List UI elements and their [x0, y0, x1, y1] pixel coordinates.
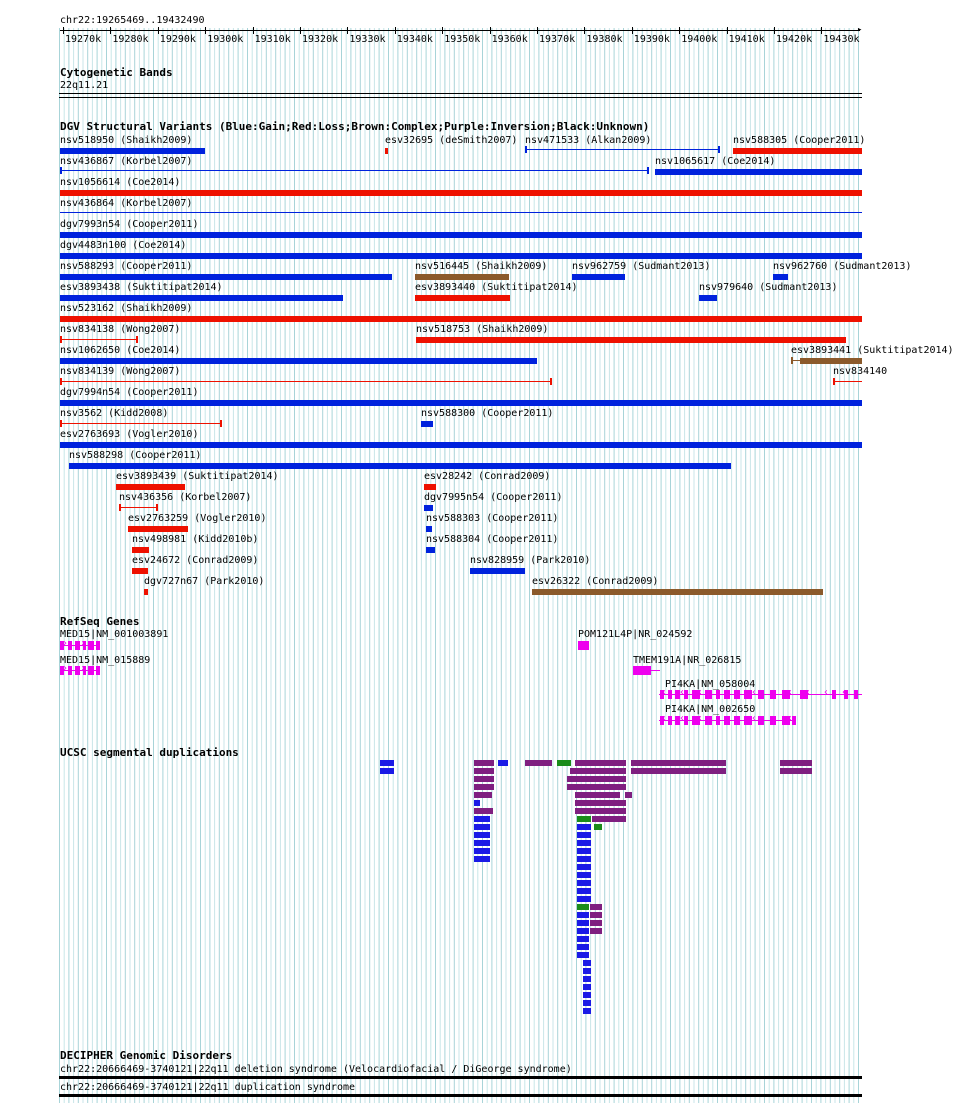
- segdup-block[interactable]: [590, 920, 602, 926]
- dgv-variant-bar[interactable]: [60, 316, 862, 322]
- dgv-variant-bar[interactable]: [470, 568, 525, 574]
- segdup-block[interactable]: [575, 800, 626, 806]
- segdup-block[interactable]: [575, 792, 620, 798]
- segdup-block[interactable]: [590, 928, 602, 934]
- decipher-track-title[interactable]: DECIPHER Genomic Disorders: [60, 1049, 233, 1062]
- dgv-variant-label: dgv7994n54 (Cooper2011): [60, 387, 199, 398]
- dgv-variant-line[interactable]: [833, 381, 862, 382]
- dgv-variant-bar[interactable]: [60, 190, 862, 196]
- dgv-variant-label: nsv588305 (Cooper2011): [733, 135, 866, 146]
- segdup-block[interactable]: [575, 808, 626, 814]
- refseq-track-title[interactable]: RefSeq Genes: [60, 615, 140, 628]
- segdup-block[interactable]: [474, 832, 490, 838]
- segdup-block[interactable]: [577, 832, 591, 838]
- dgv-variant-label: esv24672 (Conrad2009): [132, 555, 259, 566]
- dgv-variant-label: nsv436867 (Korbel2007): [60, 156, 193, 167]
- strand-arrow-icon: ‹: [769, 713, 776, 724]
- segdup-block[interactable]: [577, 840, 591, 846]
- dgv-variant-bar[interactable]: [426, 547, 435, 553]
- strand-arrow-icon: ‹: [823, 687, 830, 698]
- segdup-block[interactable]: [594, 824, 602, 830]
- segdup-block[interactable]: [474, 776, 494, 782]
- dgv-variant-bar[interactable]: [421, 421, 433, 427]
- refseq-gene-exon[interactable]: [668, 716, 672, 725]
- dgv-variant-endcap[interactable]: [550, 378, 552, 385]
- dgv-variant-endcap[interactable]: [136, 336, 138, 343]
- dgv-variant-label: nsv834139 (Wong2007): [60, 366, 181, 377]
- ruler-arrow-right-icon: ▸: [857, 25, 863, 35]
- segdup-block[interactable]: [474, 784, 494, 790]
- dgv-variant-label: esv3893438 (Suktitipat2014): [60, 282, 223, 293]
- dgv-variant-bar[interactable]: [424, 505, 433, 511]
- segdup-block[interactable]: [577, 896, 591, 902]
- dgv-variant-label: nsv588298 (Cooper2011): [69, 450, 202, 461]
- segdup-block[interactable]: [577, 864, 591, 870]
- dgv-variant-bar[interactable]: [144, 589, 148, 595]
- dgv-variant-label: nsv588304 (Cooper2011): [426, 534, 559, 545]
- segdup-block[interactable]: [780, 760, 812, 766]
- refseq-gene-exon[interactable]: [705, 690, 712, 699]
- locus-label: chr22:19265469..19432490: [60, 15, 205, 26]
- refseq-gene-exon[interactable]: [96, 641, 100, 650]
- strand-arrow-icon: ‹: [733, 713, 740, 724]
- segdup-block[interactable]: [474, 840, 490, 846]
- dgv-variant-label: nsv518753 (Shaikh2009): [416, 324, 549, 335]
- refseq-gene-label: PI4KA|NM_058004: [665, 679, 756, 690]
- dgv-variant-label: esv2763693 (Vogler2010): [60, 429, 199, 440]
- dgv-variant-label: nsv523162 (Shaikh2009): [60, 303, 193, 314]
- dgv-variant-bar[interactable]: [60, 253, 862, 259]
- strand-arrow-icon: ‹: [841, 687, 848, 698]
- ruler-tick-label: 19350k: [444, 34, 481, 45]
- dgv-variant-endcap[interactable]: [647, 167, 649, 174]
- ruler-tick-label: 19290k: [159, 34, 196, 45]
- refseq-gene-exon[interactable]: [854, 690, 858, 699]
- ruler-tick-label: 19340k: [396, 34, 433, 45]
- segdup-block[interactable]: [474, 848, 490, 854]
- dgv-variant-bar[interactable]: [60, 274, 392, 280]
- strand-arrow-icon: ›: [80, 638, 87, 649]
- ruler-tick-label: 19320k: [302, 34, 339, 45]
- strand-arrow-icon: ›: [62, 663, 69, 674]
- refseq-gene-exon[interactable]: [724, 716, 730, 725]
- ruler-tick-label: 19400k: [681, 34, 718, 45]
- dgv-variant-bar[interactable]: [699, 295, 717, 301]
- dgv-variant-label: nsv3562 (Kidd2008): [60, 408, 169, 419]
- refseq-gene-label: PI4KA|NM_002650: [665, 704, 756, 715]
- dgv-variant-line[interactable]: [60, 212, 862, 213]
- dgv-variant-label: nsv588303 (Cooper2011): [426, 513, 559, 524]
- dgv-variant-label: dgv727n67 (Park2010): [144, 576, 265, 587]
- dgv-variant-label: nsv498981 (Kidd2010b): [132, 534, 259, 545]
- segdup-block[interactable]: [577, 848, 591, 854]
- dgv-variant-line[interactable]: [60, 170, 648, 171]
- dgv-variant-endcap[interactable]: [156, 504, 158, 511]
- dgv-variant-bar[interactable]: [60, 400, 862, 406]
- refseq-gene-exon[interactable]: [68, 641, 72, 650]
- segdup-block[interactable]: [780, 768, 812, 774]
- segdup-block[interactable]: [577, 880, 591, 886]
- dgv-variant-endcap[interactable]: [718, 146, 720, 153]
- strand-arrow-icon: ‹: [769, 687, 776, 698]
- segdup-block[interactable]: [577, 824, 591, 830]
- dgv-variant-label: nsv979640 (Sudmant2013): [699, 282, 838, 293]
- dgv-variant-bar[interactable]: [60, 295, 343, 301]
- dgv-variant-label: nsv1056614 (Coe2014): [60, 177, 181, 188]
- segdup-block[interactable]: [577, 904, 589, 910]
- dgv-variant-bar[interactable]: [426, 526, 432, 532]
- refseq-gene-exon[interactable]: [705, 716, 712, 725]
- refseq-gene-exon[interactable]: [668, 690, 672, 699]
- ruler-tick-label: 19360k: [491, 34, 528, 45]
- cytoband-label: 22q11.21: [60, 80, 109, 91]
- dgv-variant-bar[interactable]: [416, 337, 846, 343]
- dgv-variant-label: dgv7995n54 (Cooper2011): [424, 492, 563, 503]
- refseq-gene-label: MED15|NM_015889: [60, 655, 151, 666]
- refseq-gene-exon[interactable]: [724, 690, 730, 699]
- dgv-variant-label: nsv436864 (Korbel2007): [60, 198, 193, 209]
- segdup-block[interactable]: [583, 976, 591, 982]
- segdup-block[interactable]: [577, 816, 591, 822]
- dgv-variant-bar[interactable]: [415, 274, 509, 280]
- strand-arrow-icon: ‹: [697, 713, 704, 724]
- segdup-block[interactable]: [590, 904, 602, 910]
- dgv-variant-label: esv28242 (Conrad2009): [424, 471, 551, 482]
- segdup-block[interactable]: [577, 952, 589, 958]
- cytobands-track-title[interactable]: Cytogenetic Bands: [60, 66, 173, 79]
- segdup-block[interactable]: [625, 792, 632, 798]
- segdup-block[interactable]: [583, 1008, 591, 1014]
- segdup-block[interactable]: [474, 760, 494, 766]
- refseq-gene-label: TMEM191A|NR_026815: [633, 655, 742, 666]
- ruler-tick-label: 19370k: [539, 34, 576, 45]
- strand-arrow-icon: ‹: [661, 713, 668, 724]
- segdup-block[interactable]: [577, 856, 591, 862]
- segdup-block[interactable]: [577, 944, 589, 950]
- ruler-tick-label: 19280k: [112, 34, 149, 45]
- segdup-block[interactable]: [577, 888, 591, 894]
- dgv-variant-bar[interactable]: [572, 274, 625, 280]
- dgv-variant-bar[interactable]: [773, 274, 788, 280]
- strand-arrow-icon: ‹: [805, 687, 812, 698]
- dgv-variant-label: nsv588293 (Cooper2011): [60, 261, 193, 272]
- dgv-variant-bar[interactable]: [60, 148, 205, 154]
- segdup-block[interactable]: [631, 768, 726, 774]
- strand-arrow-icon: ‹: [751, 713, 758, 724]
- refseq-gene-exon[interactable]: [96, 666, 100, 675]
- refseq-gene-exon[interactable]: [633, 666, 651, 675]
- ruler-tick-label: 19310k: [254, 34, 291, 45]
- dgv-variant-line[interactable]: [525, 149, 719, 150]
- refseq-gene-exon[interactable]: [68, 666, 72, 675]
- segdup-block[interactable]: [577, 920, 589, 926]
- segdup-block[interactable]: [577, 928, 589, 934]
- refseq-gene-exon[interactable]: [758, 716, 764, 725]
- dgv-variant-label: nsv834138 (Wong2007): [60, 324, 181, 335]
- dgv-variant-endcap[interactable]: [60, 420, 62, 427]
- dgv-variant-line[interactable]: [60, 381, 551, 382]
- segdup-block[interactable]: [575, 760, 626, 766]
- segdup-block[interactable]: [592, 816, 626, 822]
- dgv-variant-bar[interactable]: [132, 547, 149, 553]
- decipher-item-deletion-label: chr22:20666469-3740121|22q11 deletion syndrome (Velocardiofacial / DiGeorge syndrome): [60, 1064, 572, 1075]
- segdup-block[interactable]: [577, 912, 589, 918]
- strand-arrow-icon: ‹: [697, 687, 704, 698]
- segdup-block[interactable]: [474, 768, 494, 774]
- segdup-block[interactable]: [567, 776, 626, 782]
- segdup-block[interactable]: [583, 960, 591, 966]
- strand-arrow-icon: ‹: [715, 713, 722, 724]
- strand-arrow-icon: ‹: [787, 687, 794, 698]
- segdup-block[interactable]: [474, 856, 490, 862]
- dgv-variant-bar[interactable]: [733, 148, 862, 154]
- dgv-variant-bar[interactable]: [60, 442, 862, 448]
- strand-arrow-icon: ‹: [679, 687, 686, 698]
- segdup-block[interactable]: [590, 912, 602, 918]
- refseq-gene-label: MED15|NM_001003891: [60, 629, 169, 640]
- dgv-variant-bar[interactable]: [60, 232, 862, 238]
- segdup-block[interactable]: [570, 768, 626, 774]
- ruler-tick-label: 19330k: [349, 34, 386, 45]
- segdup-block[interactable]: [474, 792, 492, 798]
- segdup-block[interactable]: [380, 768, 394, 774]
- ruler-tick-label: 19390k: [633, 34, 670, 45]
- segdup-block[interactable]: [474, 816, 490, 822]
- dgv-variant-label: nsv588300 (Cooper2011): [421, 408, 554, 419]
- refseq-gene-exon[interactable]: [578, 641, 589, 650]
- strand-arrow-icon: ‹: [715, 687, 722, 698]
- refseq-gene-exon[interactable]: [88, 666, 94, 675]
- dgv-variant-bar[interactable]: [385, 148, 388, 154]
- segdup-block[interactable]: [583, 968, 591, 974]
- dgv-variant-label: nsv962759 (Sudmant2013): [572, 261, 711, 272]
- segdups-track-title[interactable]: UCSC segmental duplications: [60, 746, 239, 759]
- dgv-variant-endcap[interactable]: [525, 146, 527, 153]
- dgv-variant-label: esv3893439 (Suktitipat2014): [116, 471, 279, 482]
- dgv-variant-label: esv3893440 (Suktitipat2014): [415, 282, 578, 293]
- dgv-variant-label: nsv436356 (Korbel2007): [119, 492, 252, 503]
- refseq-gene-exon[interactable]: [758, 690, 764, 699]
- dgv-variant-label: esv3893441 (Suktitipat2014): [791, 345, 954, 356]
- dgv-variant-endcap[interactable]: [119, 504, 121, 511]
- dgv-variant-bar[interactable]: [128, 526, 188, 532]
- dgv-variant-label: nsv1062650 (Coe2014): [60, 345, 181, 356]
- dgv-variant-bar[interactable]: [532, 589, 823, 595]
- segdup-block[interactable]: [583, 984, 591, 990]
- segdup-block[interactable]: [380, 760, 394, 766]
- dgv-variant-label: nsv518950 (Shaikh2009): [60, 135, 193, 146]
- segdup-block[interactable]: [557, 760, 571, 766]
- strand-arrow-icon: ›: [80, 663, 87, 674]
- decipher-item-duplication-label: chr22:20666469-3740121|22q11 duplication syndrome: [60, 1082, 356, 1093]
- strand-arrow-icon: ‹: [751, 687, 758, 698]
- ruler-tick-label: 19430k: [823, 34, 860, 45]
- strand-arrow-icon: ‹: [787, 713, 794, 724]
- segdup-block[interactable]: [525, 760, 552, 766]
- dgv-variant-label: esv32695 (deSmith2007): [385, 135, 518, 146]
- dgv-variant-label: nsv1065617 (Coe2014): [655, 156, 776, 167]
- segdup-block[interactable]: [474, 824, 490, 830]
- segdup-block[interactable]: [631, 760, 726, 766]
- dgv-variant-endcap[interactable]: [60, 336, 62, 343]
- segdup-block[interactable]: [577, 872, 591, 878]
- dgv-variant-label: dgv4483n100 (Coe2014): [60, 240, 187, 251]
- segdup-block[interactable]: [474, 800, 480, 806]
- dgv-variant-bar[interactable]: [132, 568, 148, 574]
- segdup-block[interactable]: [583, 992, 591, 998]
- dgv-variant-bar[interactable]: [800, 358, 862, 364]
- segdup-block[interactable]: [567, 784, 626, 790]
- dgv-variant-label: nsv834140: [833, 366, 888, 377]
- dgv-track-title[interactable]: DGV Structural Variants (Blue:Gain;Red:Loss;Brown:Complex;Purple:Inversion;Black:Unknown): [60, 120, 650, 133]
- ruler-tick-label: 19270k: [65, 34, 102, 45]
- dgv-variant-endcap[interactable]: [833, 378, 835, 385]
- segdup-block[interactable]: [474, 808, 493, 814]
- dgv-variant-bar[interactable]: [415, 295, 510, 301]
- segdup-block[interactable]: [577, 936, 589, 942]
- dgv-variant-endcap[interactable]: [220, 420, 222, 427]
- dgv-variant-line[interactable]: [60, 423, 221, 424]
- ruler-tick-label: 19380k: [586, 34, 623, 45]
- strand-arrow-icon: ‹: [733, 687, 740, 698]
- dgv-variant-bar[interactable]: [69, 463, 731, 469]
- dgv-variant-label: nsv516445 (Shaikh2009): [415, 261, 548, 272]
- dgv-variant-endcap[interactable]: [791, 357, 793, 364]
- ruler-tick-label: 19410k: [728, 34, 765, 45]
- ruler-tick-label: 19420k: [776, 34, 813, 45]
- dgv-variant-label: dgv7993n54 (Cooper2011): [60, 219, 199, 230]
- dgv-variant-bar[interactable]: [424, 484, 436, 490]
- ruler-tick-label: 19300k: [207, 34, 244, 45]
- strand-arrow-icon: ›: [62, 638, 69, 649]
- dgv-variant-label: nsv962760 (Sudmant2013): [773, 261, 912, 272]
- dgv-variant-line[interactable]: [119, 507, 157, 508]
- dgv-variant-label: nsv471533 (Alkan2009): [525, 135, 652, 146]
- dgv-variant-label: nsv828959 (Park2010): [470, 555, 591, 566]
- dgv-variant-label: esv2763259 (Vogler2010): [128, 513, 267, 524]
- segdup-block[interactable]: [583, 1000, 591, 1006]
- refseq-gene-exon[interactable]: [832, 690, 836, 699]
- segdup-block[interactable]: [498, 760, 508, 766]
- refseq-gene-exon[interactable]: [88, 641, 94, 650]
- dgv-variant-endcap[interactable]: [60, 167, 62, 174]
- dgv-variant-bar[interactable]: [116, 484, 185, 490]
- dgv-variant-bar[interactable]: [655, 169, 862, 175]
- dgv-variant-bar[interactable]: [60, 358, 537, 364]
- dgv-variant-label: esv26322 (Conrad2009): [532, 576, 659, 587]
- strand-arrow-icon: ‹: [679, 713, 686, 724]
- dgv-variant-line[interactable]: [60, 339, 137, 340]
- strand-arrow-icon: ‹: [661, 687, 668, 698]
- refseq-gene-label: POM121L4P|NR_024592: [578, 629, 693, 640]
- dgv-variant-endcap[interactable]: [60, 378, 62, 385]
